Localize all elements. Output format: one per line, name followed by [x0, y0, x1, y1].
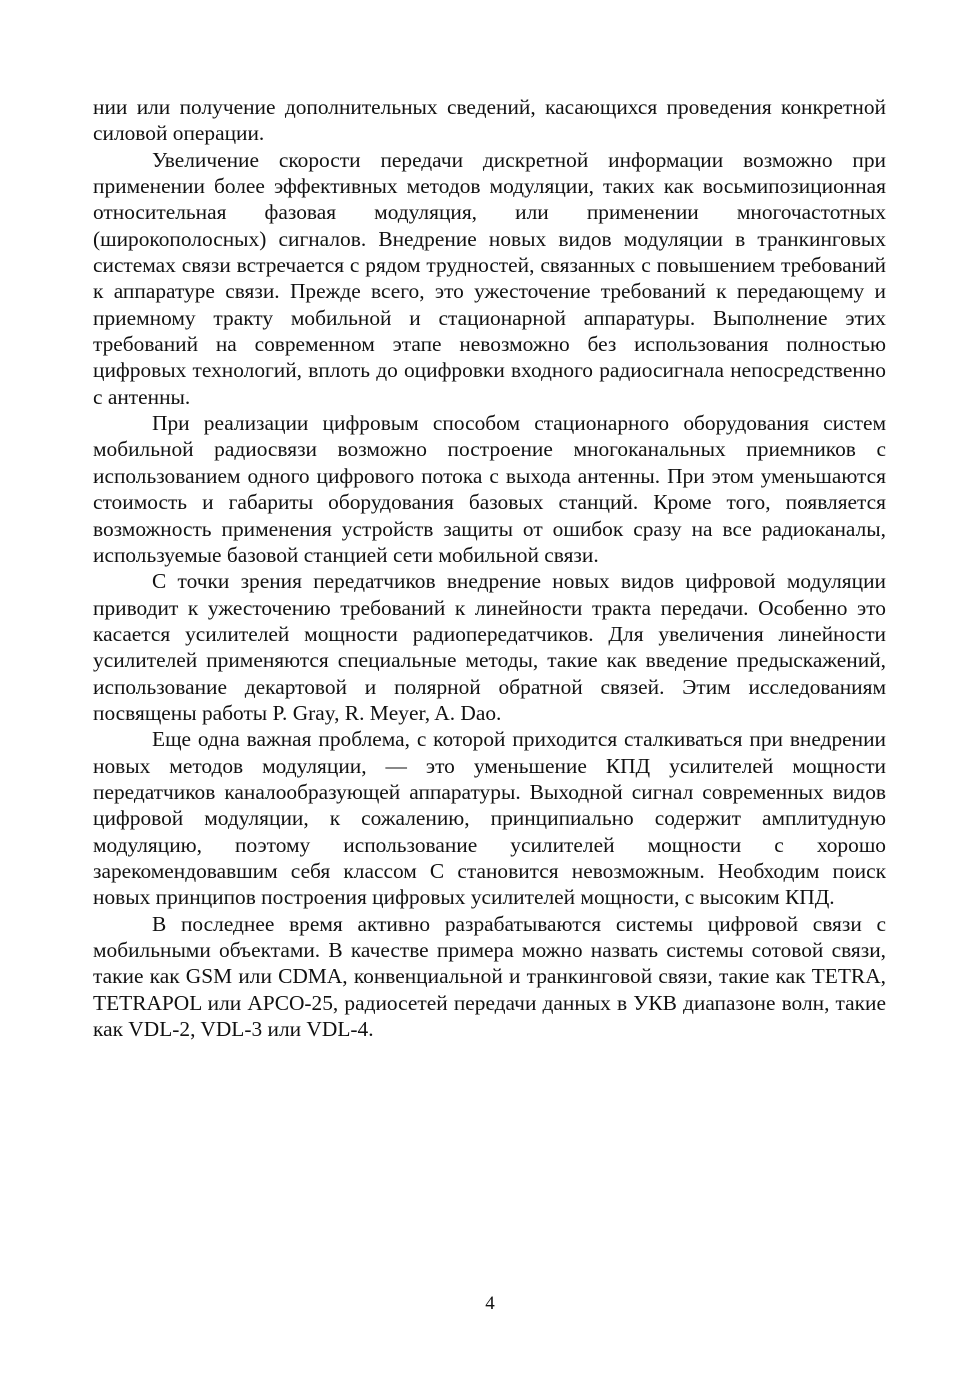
document-body: [93, 94, 886, 1042]
paragraph-modulation-speed: Увеличение скорости передачи дискретной информации возможно при применении более эффективных методов модуляции, таких как восьмипозиционная относительная фазовая модуляция, или применении многочастотных (широкополосных) сигналов. Внедрение новых видов модуляции в транкинговых системах связи встречается с рядом трудностей, связанных с повышением требований к аппаратуре связи. Прежде всего, это ужесточение требований к передающему и приемному тракту мобильной и стационарной аппаратуры. Выполнение этих требований на современном этапе невозможно без использования полностью цифровых технологий, вплоть до оцифровки входного радиосигнала непосредственно с антенны.: [93, 147, 886, 409]
paragraph-digital-equipment: При реализации цифровым способом стационарного оборудования систем мобильной радиосвязи возможно построение многоканальных приемников с использованием одного цифрового потока с выхода антенны. При этом уменьшаются стоимость и габариты оборудования базовых станций. Кроме того, появляется возможность применения устройств защиты от ошибок сразу на все радиоканалы, используемые базовой станцией сети мобильной связи.: [93, 411, 886, 567]
paragraph-continuation: нии или получение дополнительных сведений, касающихся проведения конкретной силовой операции.: [93, 95, 886, 146]
paragraph-efficiency: Еще одна важная проблема, с которой приходится сталкиваться при внедрении новых методов модуляции, — это уменьшение КПД усилителей мощности передатчиков каналообразующей аппаратуры. Выходной сигнал современных видов цифровой модуляции, к сожалению, принципиально содержит амплитудную модуляцию, поэтому использование усилителей мощности с хорошо зарекомендовавшим себя классом С становится невозможным. Необходим поиск новых принципов построения цифровых усилителей мощности, с высоким КПД.: [93, 727, 886, 910]
paragraph-digital-systems: В последнее время активно разрабатываются системы цифровой связи с мобильными объектами. В качестве примера можно назвать системы сотовой связи, такие как GSM или CDMA, конвенциальной и транкинговой связи, такие как TETRA, TETRAPOL или APCO-25, радиосетей передачи данных в УКВ диапазоне волн, такие как VDL-2, VDL-3 или VDL-4.: [93, 911, 886, 1042]
page-number: 4: [485, 1293, 495, 1314]
paragraph-transmitters: С точки зрения передатчиков внедрение новых видов цифровой модуляции приводит к ужесточению требований к линейности тракта передачи. Особенно это касается усилителей мощности радиопередатчиков. Для увеличения линейности усилителей применяются специальные методы, такие как введение предыскажений, использование декартовой и полярной обратной связей. Этим исследованиям посвящены работы P. Gray, R. Meyer, A. Dao.: [93, 569, 886, 725]
